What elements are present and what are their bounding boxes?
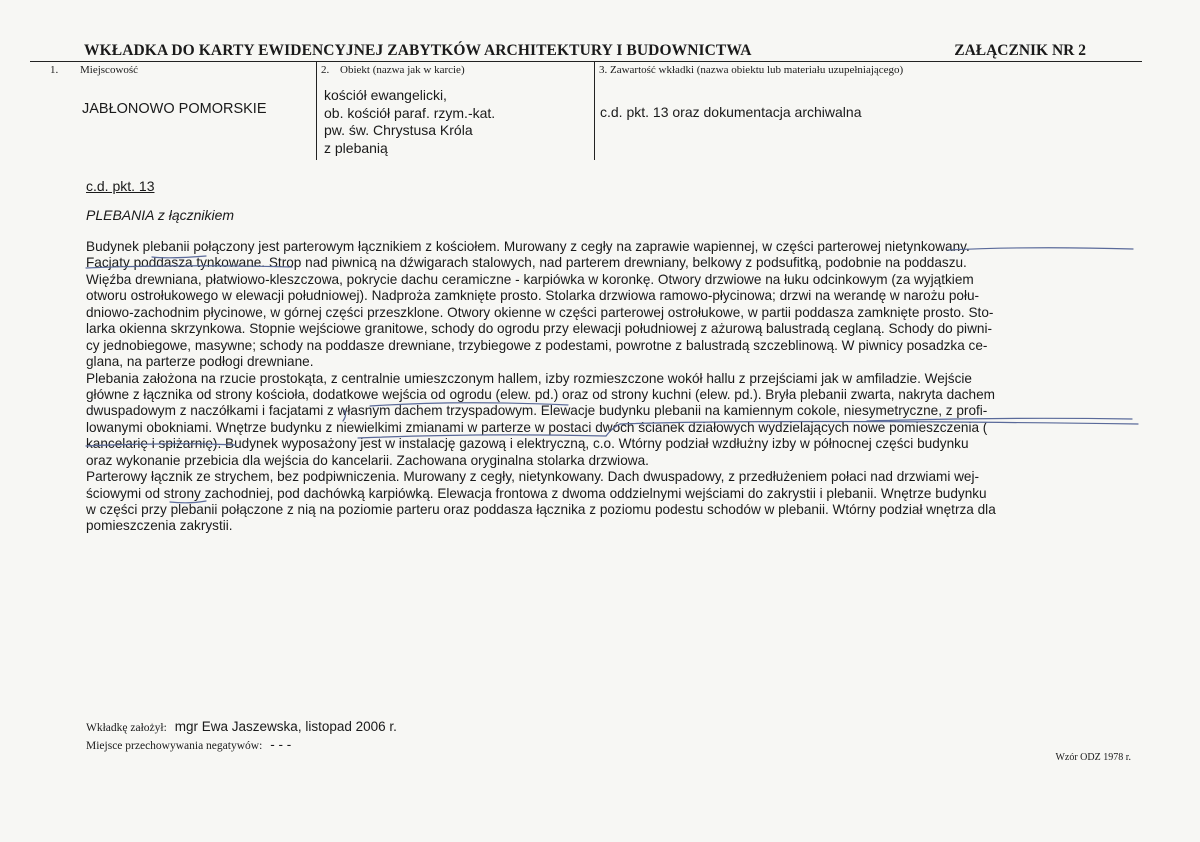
text-line: w części przy plebanii połączone z nią na poziomie parteru oraz poddasza łącznika z poziomu podestu schodów w plebanii. Wtórny podział wnętrza dla	[86, 502, 996, 517]
text-line: cy jednobiegowe, masywne; schody na poddasze drewniane, trzybiegowe z podestami, powrotne z balustradą szczeblinową. W piwnicy posadzka ce-	[86, 337, 988, 353]
object-number: 2.	[321, 64, 330, 76]
storage-value: - - -	[270, 737, 292, 752]
locality-cell	[30, 62, 316, 160]
text-line: otworu ostrołukowego w elewacji południowej). Nadproża zamknięte prosto. Stolarka drzwiowa ramowo-płycinowa; drzwi na werandę w narożu połu-	[86, 288, 980, 304]
author-value: mgr Ewa Jaszewska, listopad 2006 r.	[174, 719, 397, 734]
document-title: WKŁADKA DO KARTY EWIDENCYJNEJ ZABYTKÓW ARCHITEKTURY I BUDOWNICTWA	[84, 42, 752, 59]
text-line: oraz wykonanie przebicia dla wejścia do kancelarii. Zachowana oryginalna stolarka drzwiowa.	[86, 452, 649, 468]
object-value	[324, 87, 495, 157]
annex-number: ZAŁĄCZNIK NR 2	[954, 42, 1086, 59]
text-line: Plebania założona na rzucie prostokąta, z centralnie umieszczonym hallem, izby rozmieszczone wokół hallu z przejściami jak w amfiladzie. Wejście	[86, 370, 972, 386]
text-line: pomieszczenia zakrystii.	[86, 518, 233, 534]
contents-label: Zawartość wkładki (nazwa obiektu lub materiału uzupełniającego)	[610, 64, 904, 76]
text-line: glana, na parterze podłogi drewniane.	[86, 354, 314, 370]
text-line: Facjaty poddasza tynkowane. Strop nad piwnicą na dźwigarach stalowych, nad parterem drewniany, belkowy z podsufitką, podobnie na poddaszu.	[86, 255, 967, 271]
text-line: dniowo-zachodnim płycinowe, w górnej części przeszklone. Otwory okienne w części parterowej ostrołukowe, w partii poddasza zamknięte prosto. Sto-	[86, 304, 994, 320]
contents-value: c.d. pkt. 13 oraz dokumentacja archiwalna	[600, 104, 862, 120]
author-label: Wkładkę założył:	[86, 722, 167, 734]
text-line: Parterowy łącznik ze strychem, bez podpiwniczenia. Murowany z cegły, nietynkowany. Dach dwuspadowy, z przedłużeniem połaci nad drzwiami wej-	[86, 469, 980, 485]
description-text	[86, 239, 1142, 535]
object-line: pw. św. Chrystusa Króla	[324, 122, 473, 138]
contents-number: 3.	[599, 64, 608, 76]
text-line: główne z łącznika od strony kościoła, dodatkowe wejścia od ogrodu (elew. pd.) oraz od strony kuchni (elew. pd.). Bryła plebanii zwarta, nakryta dachem	[86, 386, 995, 402]
locality-label: Miejscowość	[80, 64, 139, 76]
form-pattern: Wzór ODZ 1978 r.	[1055, 752, 1131, 763]
object-cell	[316, 62, 595, 160]
locality-value: JABŁONOWO POMORSKIE	[82, 101, 267, 117]
text-line: ściowymi od strony zachodniej, pod dachówką karpiówką. Elewacja frontowa z dwoma oddzielnymi wejściami do zakrystii i plebanii. Wnętrze budynku	[86, 485, 987, 501]
storage-label: Miejsce przechowywania negatywów:	[86, 740, 263, 752]
text-line: lowanymi obokniami. Wnętrze budynku z niewielkimi zmianami w parterze w postaci dwóch ścianek działowych wydzielających nowe pomieszczenia (	[86, 419, 988, 435]
document-header	[72, 42, 1142, 62]
section-subtitle: PLEBANIA z łącznikiem	[86, 207, 235, 223]
storage-line	[86, 737, 291, 752]
record-table	[30, 61, 1142, 160]
object-line: z plebanią	[324, 139, 388, 156]
section-reference: c.d. pkt. 13	[86, 178, 155, 194]
text-line: larka okienna skrzynkowa. Stopnie wejściowe granitowe, schody do ogrodu przy elewacji południowej z ażurową balustradą ceglaną. Schody do piwni-	[86, 321, 992, 337]
author-line	[86, 719, 397, 734]
object-line: ob. kościół paraf. rzym.-kat.	[324, 104, 496, 121]
text-line: Budynek plebanii połączony jest parterowym łącznikiem z kościołem. Murowany z cegły na zaprawie wapiennej, w części parterowej nietynkowany.	[86, 239, 970, 254]
text-line: dwuspadowym z naczółkami i facjatami z własnym dachem trzyspadowym. Elewacje budynku plebanii na kamiennym cokole, niesymetryczne, z profi-	[86, 403, 988, 419]
object-label: Obiekt (nazwa jak w karcie)	[340, 64, 465, 76]
contents-cell	[594, 62, 1143, 160]
locality-number: 1.	[50, 64, 59, 76]
object-line: kościół ewangelicki,	[324, 87, 447, 103]
text-line: Więźba drewniana, płatwiowo-kleszczowa, pokrycie dachu ceramiczne - karpiówka w koronkę. Otwory drzwiowe na łuku odcinkowym (za wyjątkiem	[86, 271, 974, 287]
text-line: kancelarię i spiżarnię). Budynek wyposażony jest w instalację gazową i elektryczną, c.o. Wtórny podział wzdłużny izby w północnej części budynku	[86, 436, 969, 452]
